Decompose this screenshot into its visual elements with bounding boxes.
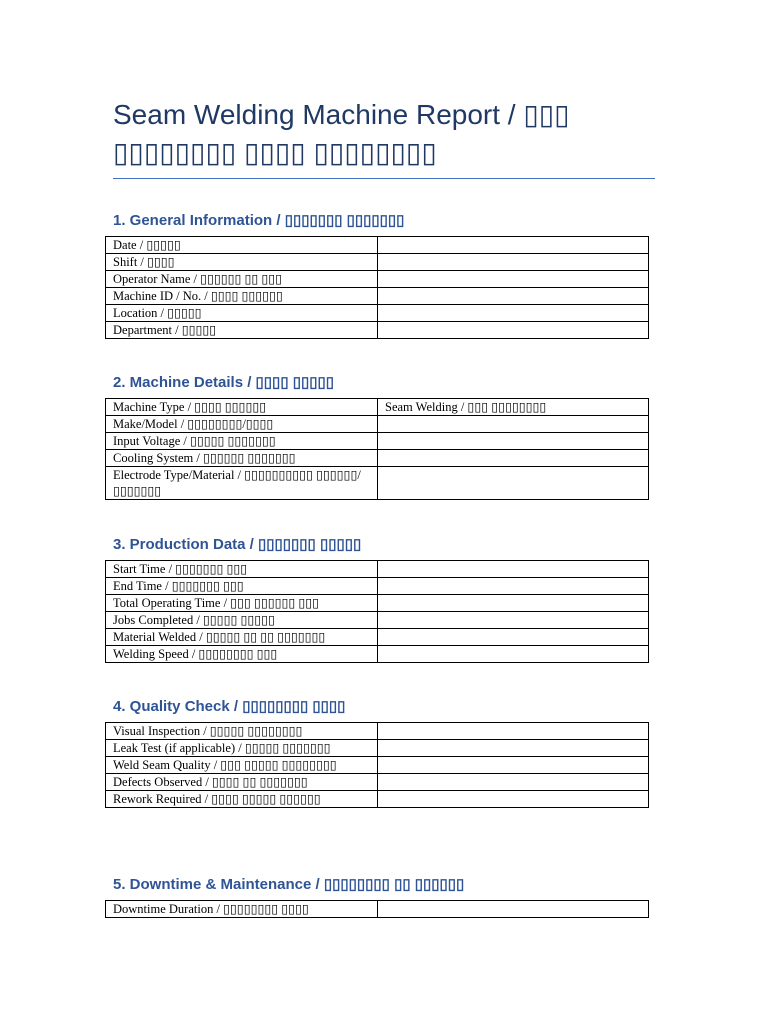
machine-id-field[interactable] [378, 288, 649, 305]
table-row [106, 271, 649, 288]
defects-observed-field[interactable] [378, 774, 649, 791]
field-label: Downtime Duration / ▯▯▯▯▯▯▯▯ ▯▯▯▯ [106, 901, 378, 918]
table-row [106, 254, 649, 271]
table-row [106, 322, 649, 339]
weld-seam-quality-field[interactable] [378, 757, 649, 774]
field-label: Total Operating Time / ▯▯▯ ▯▯▯▯▯▯ ▯▯▯ [106, 595, 378, 612]
section-heading-production-data: 3. Production Data / ▯▯▯▯▯▯▯ ▯▯▯▯▯ [113, 536, 362, 553]
table-row [106, 288, 649, 305]
table-row [106, 467, 649, 500]
table-row [106, 416, 649, 433]
field-label: Jobs Completed / ▯▯▯▯▯ ▯▯▯▯▯ [106, 612, 378, 629]
table-row [106, 646, 649, 663]
table-row [106, 595, 649, 612]
production-data-table [105, 560, 649, 663]
field-label: Start Time / ▯▯▯▯▯▯▯ ▯▯▯ [106, 561, 378, 578]
downtime-duration-field[interactable] [378, 901, 649, 918]
table-row [106, 612, 649, 629]
section-heading-machine-details: 2. Machine Details / ▯▯▯▯ ▯▯▯▯▯ [113, 374, 335, 391]
table-row [106, 450, 649, 467]
field-label: Rework Required / ▯▯▯▯ ▯▯▯▯▯ ▯▯▯▯▯▯ [106, 791, 378, 808]
field-label: Input Voltage / ▯▯▯▯▯ ▯▯▯▯▯▯▯ [106, 433, 378, 450]
field-label: Date / ▯▯▯▯▯ [106, 237, 378, 254]
visual-inspection-field[interactable] [378, 723, 649, 740]
table-row [106, 774, 649, 791]
shift-field[interactable] [378, 254, 649, 271]
section-heading-general-information: 1. General Information / ▯▯▯▯▯▯▯ ▯▯▯▯▯▯▯ [113, 212, 405, 229]
table-row [106, 740, 649, 757]
material-welded-field[interactable] [378, 629, 649, 646]
make-model-field[interactable] [378, 416, 649, 433]
section-heading-downtime-maintenance: 5. Downtime & Maintenance / ▯▯▯▯▯▯▯▯ ▯▯ ▯▯▯▯▯▯ [113, 876, 465, 893]
electrode-type-field[interactable] [378, 467, 649, 500]
machine-type-field[interactable]: Seam Welding / ▯▯▯ ▯▯▯▯▯▯▯▯ [378, 399, 649, 416]
field-label: End Time / ▯▯▯▯▯▯▯ ▯▯▯ [106, 578, 378, 595]
table-row [106, 757, 649, 774]
quality-check-table [105, 722, 649, 808]
field-label: Defects Observed / ▯▯▯▯ ▯▯ ▯▯▯▯▯▯▯ [106, 774, 378, 791]
machine-details-table [105, 398, 649, 500]
table-row [106, 433, 649, 450]
table-row [106, 791, 649, 808]
table-row [106, 561, 649, 578]
field-label: Machine Type / ▯▯▯▯ ▯▯▯▯▯▯ [106, 399, 378, 416]
table-row [106, 578, 649, 595]
welding-speed-field[interactable] [378, 646, 649, 663]
field-label: Visual Inspection / ▯▯▯▯▯ ▯▯▯▯▯▯▯▯ [106, 723, 378, 740]
field-label: Location / ▯▯▯▯▯ [106, 305, 378, 322]
table-row [106, 305, 649, 322]
rework-required-field[interactable] [378, 791, 649, 808]
field-label: Department / ▯▯▯▯▯ [106, 322, 378, 339]
field-label: Cooling System / ▯▯▯▯▯▯ ▯▯▯▯▯▯▯ [106, 450, 378, 467]
field-label: Leak Test (if applicable) / ▯▯▯▯▯ ▯▯▯▯▯▯▯ [106, 740, 378, 757]
field-label: Shift / ▯▯▯▯ [106, 254, 378, 271]
title-underline [113, 178, 655, 179]
input-voltage-field[interactable] [378, 433, 649, 450]
field-label: Operator Name / ▯▯▯▯▯▯ ▯▯ ▯▯▯ [106, 271, 378, 288]
downtime-maintenance-table [105, 900, 649, 918]
operator-name-field[interactable] [378, 271, 649, 288]
location-field[interactable] [378, 305, 649, 322]
field-label: Electrode Type/Material / ▯▯▯▯▯▯▯▯▯▯ ▯▯▯▯▯▯/▯▯▯▯▯▯▯ [106, 467, 378, 500]
jobs-completed-field[interactable] [378, 612, 649, 629]
cooling-system-field[interactable] [378, 450, 649, 467]
field-label: Weld Seam Quality / ▯▯▯ ▯▯▯▯▯ ▯▯▯▯▯▯▯▯ [106, 757, 378, 774]
table-row [106, 723, 649, 740]
department-field[interactable] [378, 322, 649, 339]
leak-test-field[interactable] [378, 740, 649, 757]
end-time-field[interactable] [378, 578, 649, 595]
page-title: Seam Welding Machine Report / ▯▯▯ ▯▯▯▯▯▯▯▯ ▯▯▯▯ ▯▯▯▯▯▯▯▯ [113, 99, 570, 168]
table-row [106, 399, 649, 416]
total-operating-time-field[interactable] [378, 595, 649, 612]
table-row [106, 237, 649, 254]
general-information-table [105, 236, 649, 339]
table-row [106, 901, 649, 918]
date-field[interactable] [378, 237, 649, 254]
start-time-field[interactable] [378, 561, 649, 578]
field-label: Make/Model / ▯▯▯▯▯▯▯▯/▯▯▯▯ [106, 416, 378, 433]
field-label: Welding Speed / ▯▯▯▯▯▯▯▯ ▯▯▯ [106, 646, 378, 663]
section-heading-quality-check: 4. Quality Check / ▯▯▯▯▯▯▯▯ ▯▯▯▯ [113, 698, 346, 715]
field-label: Material Welded / ▯▯▯▯▯ ▯▯ ▯▯ ▯▯▯▯▯▯▯ [106, 629, 378, 646]
table-row [106, 629, 649, 646]
field-label: Machine ID / No. / ▯▯▯▯ ▯▯▯▯▯▯ [106, 288, 378, 305]
